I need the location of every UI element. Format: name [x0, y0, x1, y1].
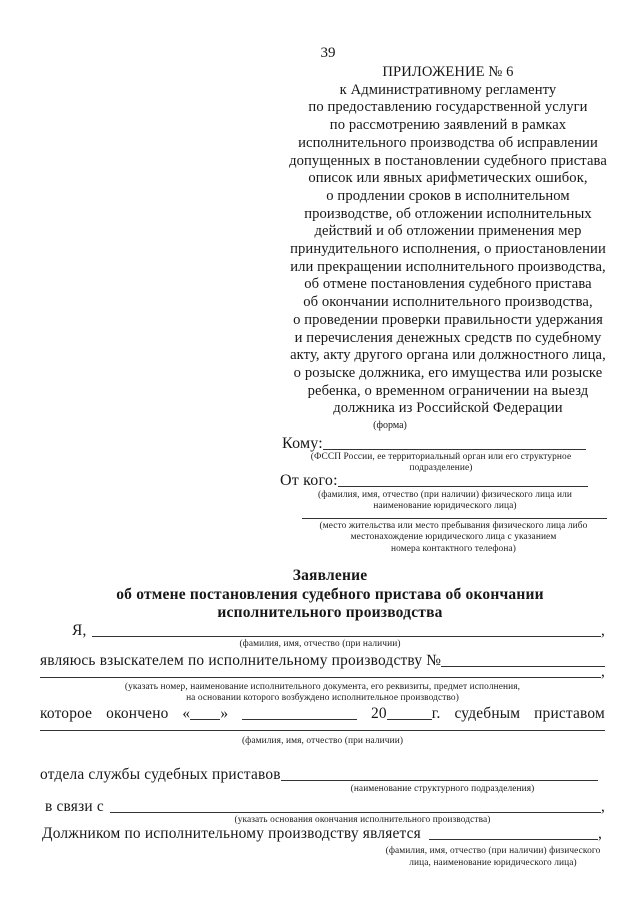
text-line: наименование юридического лица): [373, 501, 517, 512]
comma-mark: ,: [600, 622, 605, 639]
text-line: (место жительства или место пребывания физического лица либо: [319, 521, 588, 531]
text-line: о розыске должника, его имущества или розыске: [293, 364, 603, 381]
text-line: об окончании исполнительного производства,: [303, 294, 593, 311]
document-hint: [40, 682, 605, 705]
from-blank-field: [338, 472, 588, 487]
word-sudebnym: судебным: [454, 705, 521, 722]
to-blank-field: [323, 435, 586, 450]
text-line: акту, акту другого органа или должностного лица,: [290, 347, 606, 364]
text-line: номера контактного телефона): [391, 543, 516, 554]
document-blank-field: [40, 663, 601, 678]
text-line: Заявление: [292, 567, 368, 584]
text-line: ребенка, о временном ограничении на выезд: [307, 382, 589, 399]
text-line: описок или явных арифметических ошибок,: [308, 170, 588, 187]
document-blank-row: [40, 662, 605, 681]
word-pristavom: приставом: [534, 705, 605, 722]
text-line: лица, наименование юридического лица): [409, 858, 577, 868]
department-row: [40, 765, 598, 784]
text-line: (указать номер, наименование исполнительного документа, его реквизиты, предмет исполнения,: [124, 682, 521, 692]
bailiff-name-blank-field: [40, 716, 605, 731]
text-line: действий и об отложении применения мер: [314, 223, 582, 240]
text-line: (фамилия, имя, отчество (при наличии) физического лица или: [318, 490, 572, 500]
page-number: 39: [320, 45, 336, 61]
address-blank-field: [302, 504, 607, 519]
i-am-label: Я,: [72, 622, 87, 639]
text-line: к Административному регламенту: [339, 81, 557, 98]
text-line: производстве, об отложении исполнительных: [304, 205, 592, 222]
open-quote: «: [182, 705, 191, 722]
year-prefix: 20: [370, 705, 387, 722]
department-blank-field: [281, 766, 598, 781]
comma-mark: ,: [597, 825, 602, 842]
reason-blank-field: [110, 798, 601, 813]
text-line: о проведении проверки правильности удержания: [293, 311, 603, 328]
close-quote: »: [220, 705, 229, 722]
statement-heading: [40, 567, 620, 623]
text-line: принудительного исполнения, о приостановлении: [290, 241, 606, 258]
from-label: От кого:: [280, 472, 338, 489]
text-line: об отмене постановления судебного пристава: [304, 276, 592, 293]
department-label: отдела службы судебных приставов: [40, 766, 281, 783]
text-line: или прекращении исполнительного производства,: [290, 258, 606, 275]
claimant-label: являюсь взыскателем по исполнительному производству №: [40, 652, 442, 669]
word-okoncheno: окончено: [106, 705, 169, 722]
text-line: исполнительного производства: [217, 604, 443, 622]
department-hint: (наименование структурного подразделения): [350, 784, 535, 794]
address-hint: [300, 521, 607, 555]
text-line: на основании которого возбуждено исполнительное производство): [186, 693, 459, 704]
word-kotoroe: которое: [40, 705, 93, 722]
applicant-name-hint: (фамилия, имя, отчество (при наличии): [239, 639, 401, 649]
appendix-header: [262, 64, 634, 418]
debtor-label: Должником по исполнительному производству является: [42, 825, 421, 842]
comma-mark: ,: [600, 663, 605, 680]
applicant-name-blank-field: [92, 622, 601, 637]
from-row: [280, 471, 588, 490]
to-label: Кому:: [282, 435, 323, 452]
text-line: ПРИЛОЖЕНИЕ № 6: [382, 64, 514, 80]
text-line: по предоставлению государственной услуги: [308, 99, 588, 116]
text-line: по рассмотрению заявлений в рамках: [329, 117, 567, 134]
applicant-name-row: [72, 621, 605, 640]
text-line: подразделение): [409, 463, 473, 474]
debtor-blank-field: [429, 825, 598, 840]
text-line: должника из Российской Федерации: [333, 400, 563, 417]
text-line: исполнительного производства об исправлении: [298, 134, 598, 151]
bailiff-hint: (фамилия, имя, отчество (при наличии): [241, 736, 404, 746]
text-line: допущенных в постановлении судебного пристава: [289, 152, 607, 169]
comma-mark: ,: [600, 798, 605, 815]
reason-hint: (указать основания окончания исполнительного производства): [234, 815, 491, 825]
debtor-row: [42, 824, 602, 843]
text-line: об отмене постановления судебного пристава об окончании: [116, 585, 544, 603]
bailiff-blank-row: [40, 715, 605, 734]
text-line: (фамилия, имя, отчество (при наличии) физического: [385, 846, 601, 856]
reason-row: [45, 797, 605, 816]
text-line: местонахождение юридического лица с указанием: [350, 532, 557, 543]
text-line: (ФССП России, ее территориальный орган или его структурное: [310, 452, 572, 462]
text-line: и перечисления денежных средств по судебному: [294, 329, 602, 346]
reason-label: в связи с: [45, 798, 104, 815]
form-note: (форма): [373, 420, 407, 431]
to-row: [282, 434, 586, 453]
debtor-hint: [382, 845, 604, 869]
year-suffix: г.: [431, 705, 441, 722]
text-line: о продлении сроков в исполнительном: [326, 187, 570, 204]
